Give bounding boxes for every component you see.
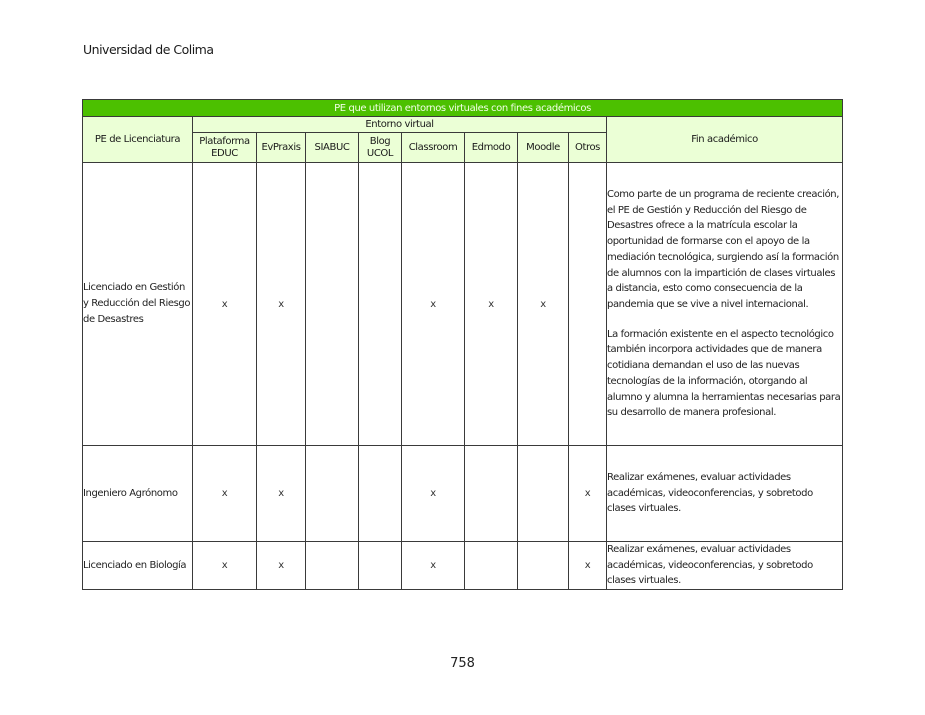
platform-mark: x [465,163,518,446]
virtual-environments-table [82,99,843,590]
academic-purpose [607,163,843,446]
header-platform: Edmodo [465,133,518,163]
header-academic-purpose: Fin académico [607,117,843,163]
table-row [83,542,843,590]
academic-purpose-paragraph: La formación existente en el aspecto tecnológico también incorpora actividades que de manera cotidiana demandan el uso de las nuevas tecnologías de la información, otorgando al alumno y alumna la herramientas necesarias para su desarrollo de manera profesional. [607,328,841,419]
academic-purpose-paragraph: Realizar exámenes, evaluar actividades académicas, videoconferencias, y sobretodo clases virtuales. [607,471,813,515]
header-platform: Plataforma EDUC [193,133,257,163]
header-platform: SIABUC [306,133,359,163]
platform-mark [359,163,402,446]
platform-mark: x [402,542,465,590]
platform-mark [306,542,359,590]
header-platform: Moodle [518,133,569,163]
platform-mark: x [402,446,465,542]
platform-mark: x [193,542,257,590]
table-row [83,163,843,446]
header-virtual-environment: Entorno virtual [193,117,607,133]
header-platform: Blog UCOL [359,133,402,163]
platform-mark [518,446,569,542]
header-platform: EvPraxis [257,133,306,163]
platform-mark [569,163,607,446]
program-name: Licenciado en Gestión y Reducción del Riesgo de Desastres [83,163,193,446]
platform-mark [306,446,359,542]
header-platform: Classroom [402,133,465,163]
platform-mark: x [518,163,569,446]
academic-purpose-paragraph: Como parte de un programa de reciente creación, el PE de Gestión y Reducción del Riesgo de Desastres ofrece a la matrícula escolar la oportunidad de formarse con el apoyo de la mediación tecnológica, surgiendo así la formación de alumnos con la impartición de clases virtuales a distancia, esto como consecuencia de la pandemia que se vive a nivel internacional. [607,189,840,310]
platform-mark: x [257,446,306,542]
academic-purpose-paragraph: Realizar exámenes, evaluar actividades académicas, videoconferencias, y sobretodo clases virtuales. [607,544,813,587]
running-head: Universidad de Colima [83,42,214,57]
platform-mark: x [569,542,607,590]
table-row [83,446,843,542]
platform-mark: x [257,542,306,590]
program-name: Ingeniero Agrónomo [83,446,193,542]
platform-mark [465,446,518,542]
platform-mark [359,542,402,590]
header-program: PE de Licenciatura [83,117,193,163]
header-platform: Otros [569,133,607,163]
platform-mark [518,542,569,590]
platform-mark: x [257,163,306,446]
academic-purpose [607,446,843,542]
platform-mark: x [569,446,607,542]
platform-mark [465,542,518,590]
platform-mark: x [402,163,465,446]
page-number: 758 [450,656,475,671]
platform-mark [306,163,359,446]
platform-mark [359,446,402,542]
academic-purpose [607,542,843,590]
program-name: Licenciado en Biología [83,542,193,590]
platform-mark: x [193,163,257,446]
platform-mark: x [193,446,257,542]
table-title: PE que utilizan entornos virtuales con fines académicos [83,100,843,117]
